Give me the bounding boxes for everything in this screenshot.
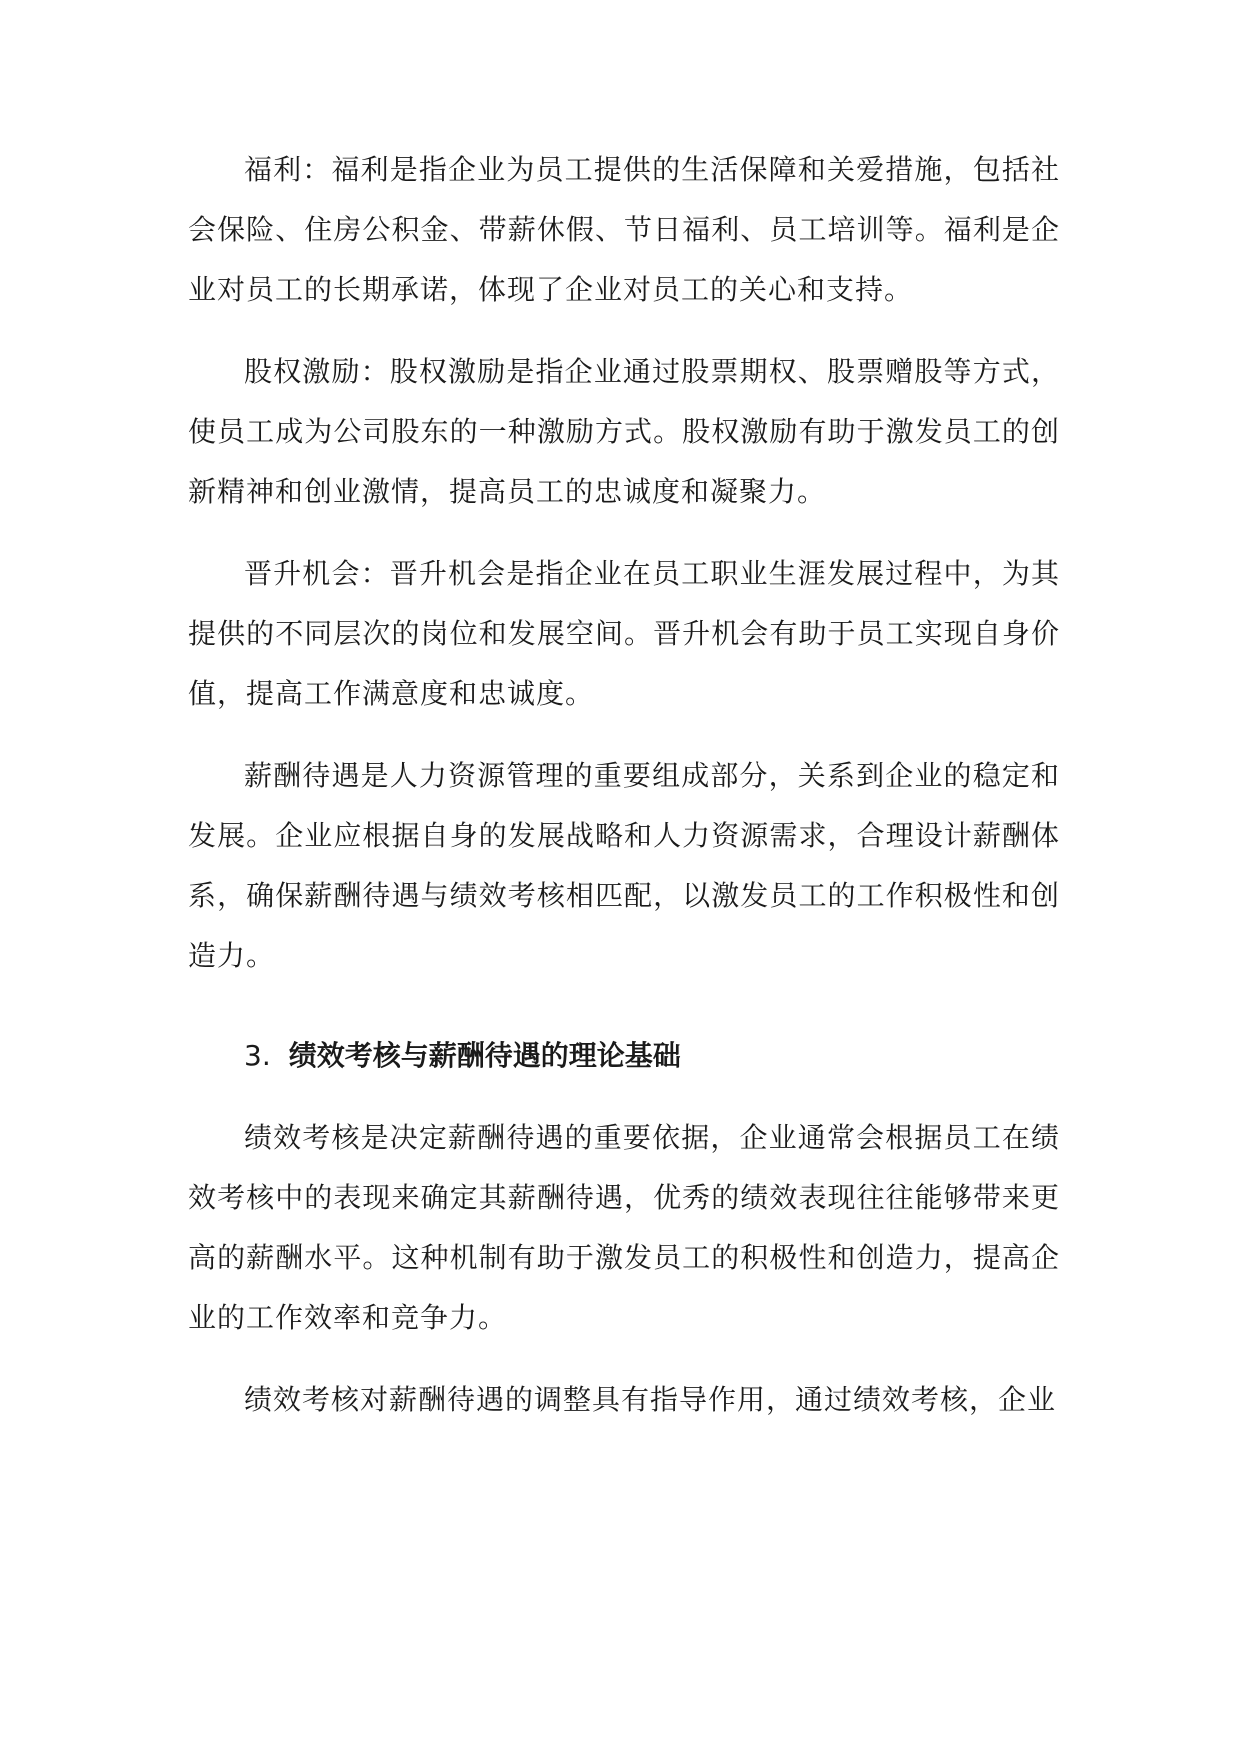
- paragraph-equity-incentive: 股权激励：股权激励是指企业通过股票期权、股票赠股等方式，使员工成为公司股东的一种激励方式。股权激励有助于激发员工的创新精神和创业激情，提高员工的忠诚度和凝聚力。: [188, 355, 1060, 508]
- section-title: 绩效考核与薪酬待遇的理论基础: [288, 1039, 681, 1072]
- section-number: 3.: [244, 1039, 271, 1072]
- section-heading: [188, 1026, 1060, 1086]
- paragraph-promotion: 晋升机会：晋升机会是指企业在员工职业生涯发展过程中，为其提供的不同层次的岗位和发展空间。晋升机会有助于员工实现自身价值，提高工作满意度和忠诚度。: [188, 557, 1060, 710]
- paragraph-performance-basis: 绩效考核是决定薪酬待遇的重要依据，企业通常会根据员工在绩效考核中的表现来确定其薪酬待遇，优秀的绩效表现往往能够带来更高的薪酬水平。这种机制有助于激发员工的积极性和创造力，提高企业的工作效率和竞争力。: [188, 1121, 1060, 1334]
- paragraph-performance-guidance: 绩效考核对薪酬待遇的调整具有指导作用，通过绩效考核，企业: [244, 1383, 1057, 1416]
- document-page: [188, 140, 1060, 1452]
- paragraph-compensation-summary: 薪酬待遇是人力资源管理的重要组成部分，关系到企业的稳定和发展。企业应根据自身的发展战略和人力资源需求，合理设计薪酬体系，确保薪酬待遇与绩效考核相匹配，以激发员工的工作积极性和创造力。: [188, 759, 1060, 972]
- paragraph-welfare: 福利：福利是指企业为员工提供的生活保障和关爱措施，包括社会保险、住房公积金、带薪休假、节日福利、员工培训等。福利是企业对员工的长期承诺，体现了企业对员工的关心和支持。: [188, 153, 1060, 306]
